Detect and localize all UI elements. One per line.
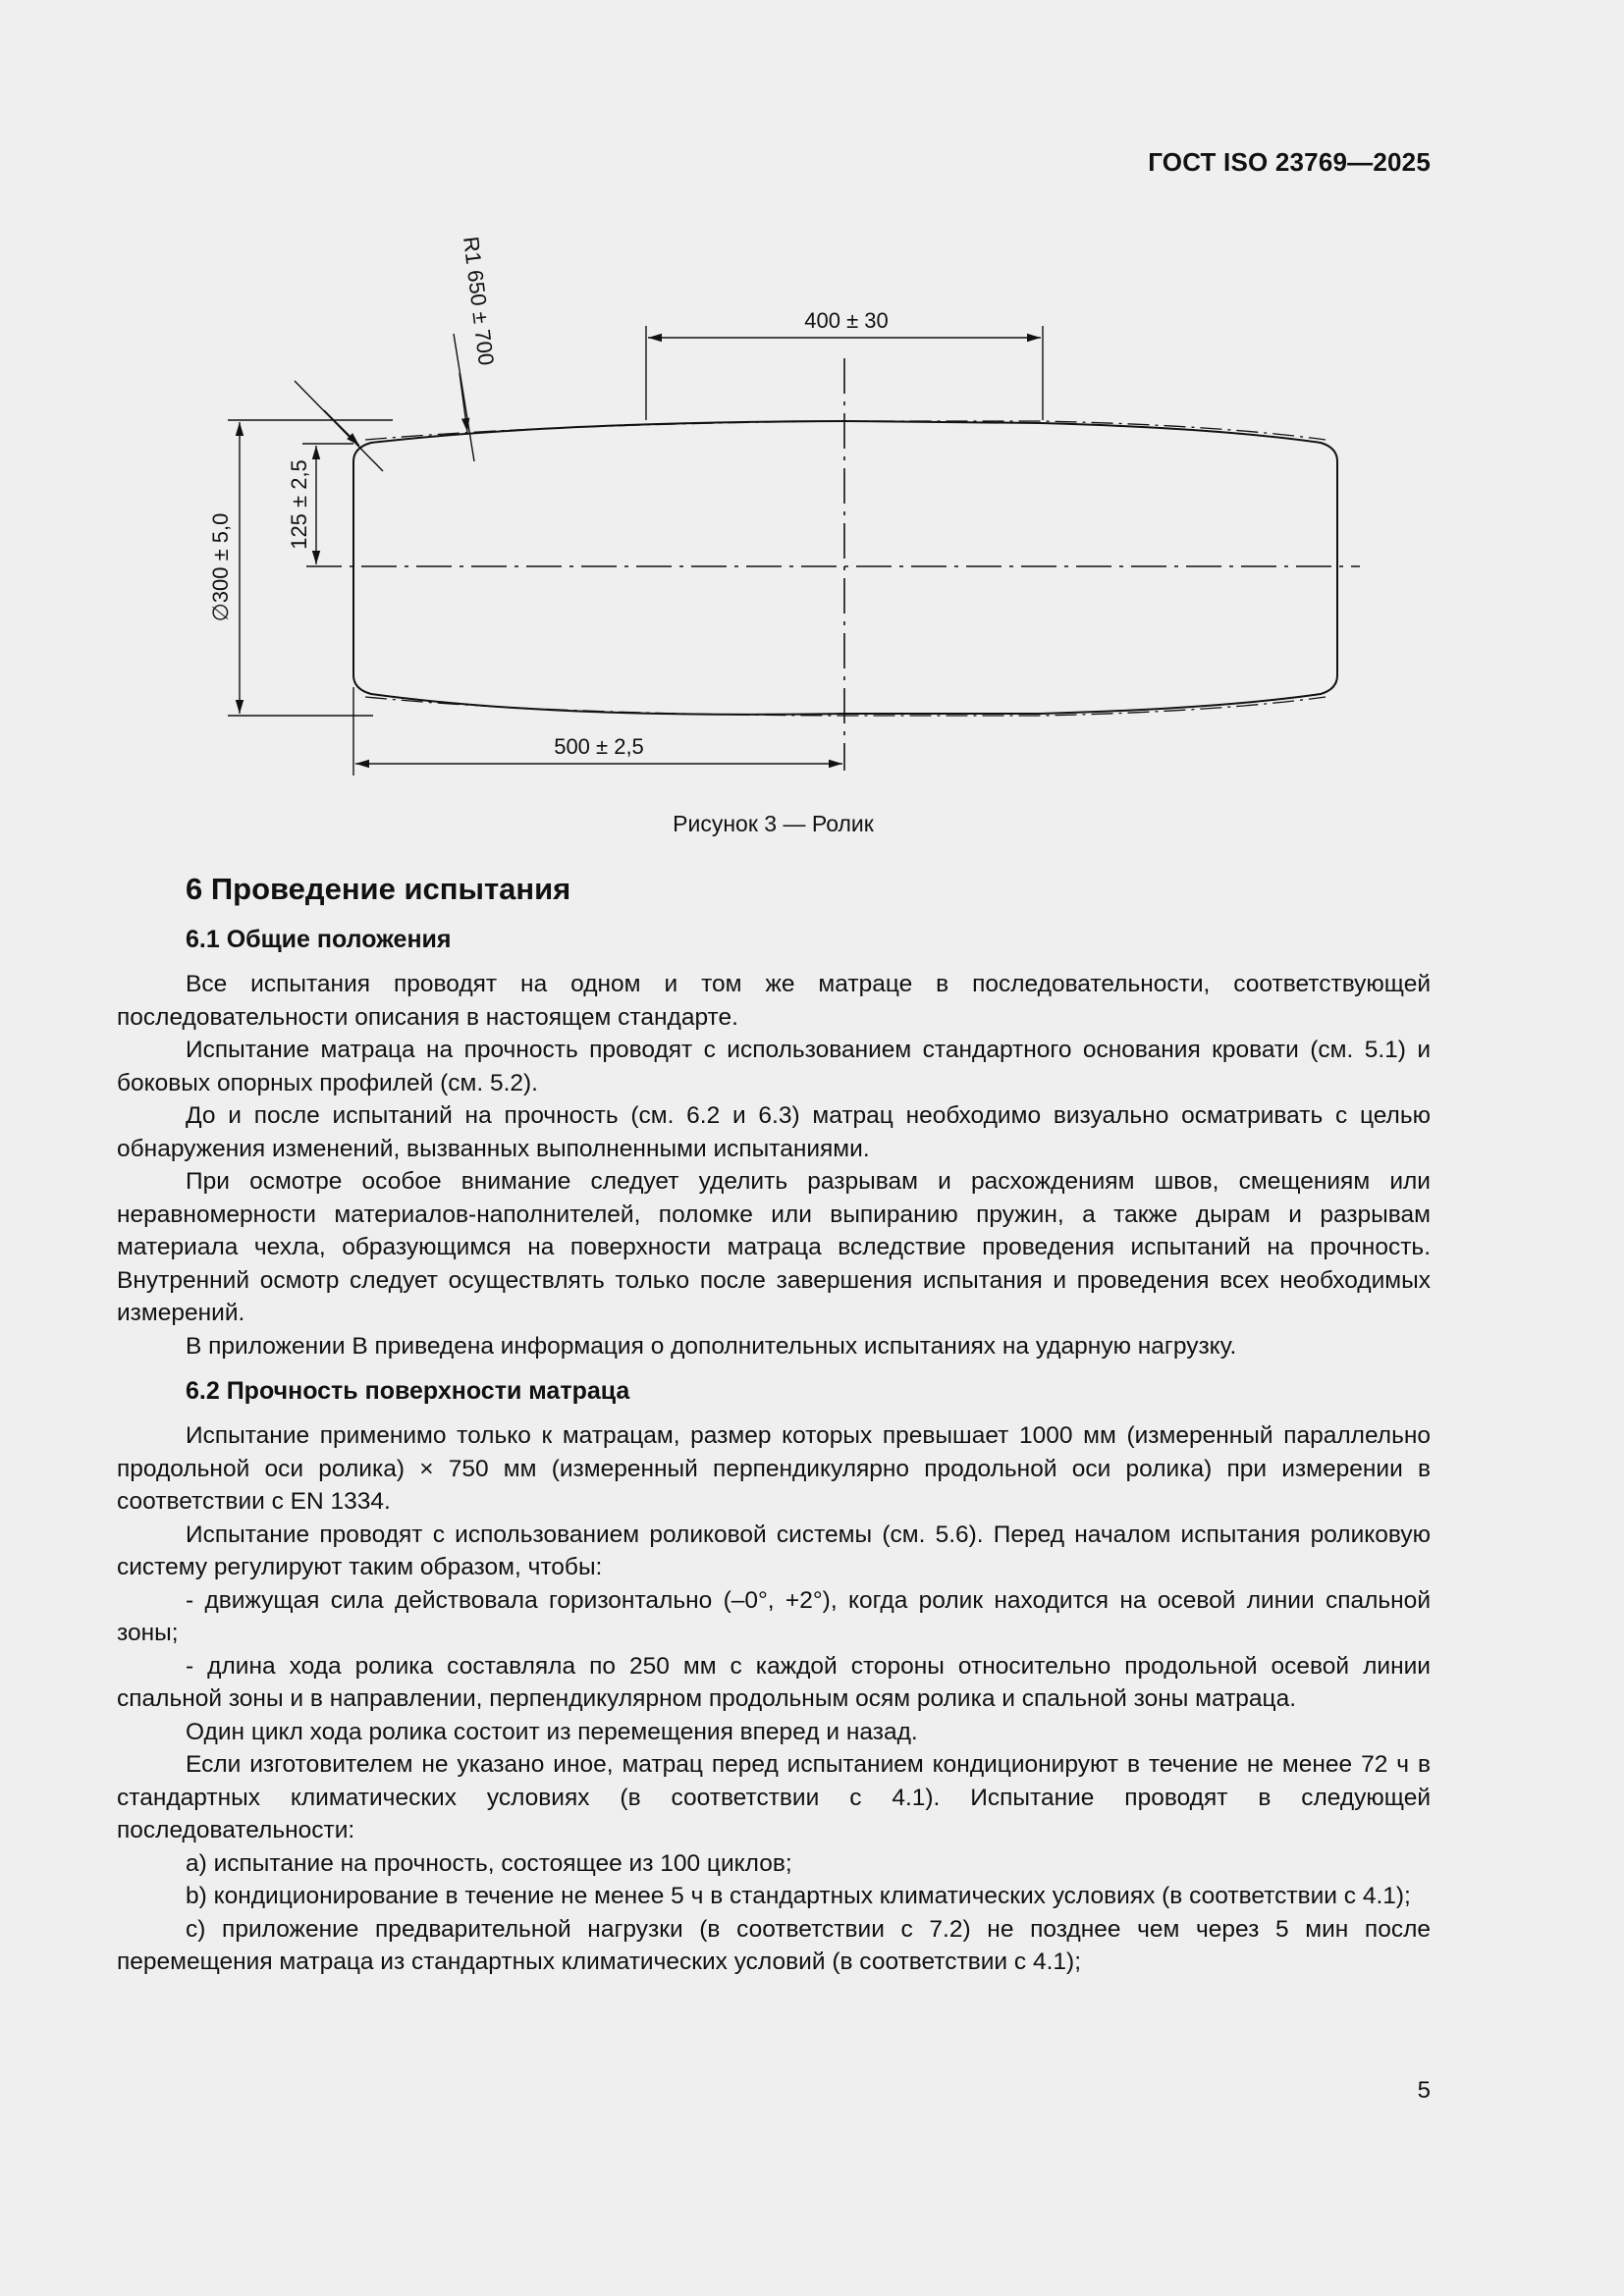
list-item: - длина хода ролика составляла по 250 мм с каждой стороны относительно продольной осевой линии спальной зоны и в направлении, перпендикулярном продольным осям ролика и спальной зоны матраца.: [117, 1652, 1431, 1712]
page-number: 5: [1417, 2077, 1431, 2104]
paragraph: Все испытания проводят на одном и том же матраце в последовательности, соответствующей последовательности описания в настоящем стандарте.: [117, 971, 1431, 1031]
paragraph: Испытание проводят с использованием роликовой системы (см. 5.6). Перед началом испытания роликовую систему регулируют таким образом, чтобы:: [117, 1521, 1431, 1580]
large-radius-leader: [454, 334, 474, 461]
half-length-label: 500 ± 2,5: [554, 734, 644, 759]
document-header: ГОСТ ISO 23769—2025: [1148, 147, 1431, 177]
paragraph: До и после испытаний на прочность (см. 6.2 и 6.3) матрац необходимо визуально осматривать с целью обнаружения изменений, вызванных выполненными испытаниями.: [117, 1102, 1431, 1162]
subsection-title-6-1: 6.1 Общие положения: [186, 926, 452, 953]
half-height-label: 125 ± 2,5: [287, 459, 311, 550]
list-item: а) испытание на прочность, состоящее из 100 циклов;: [186, 1849, 792, 1877]
list-item: с) приложение предварительной нагрузки (в соответствии с 7.2) не позднее чем через 5 мин после перемещения матраца из стандартных климатических условий (в соответствии с 4.1);: [117, 1915, 1431, 1975]
paragraph: Если изготовителем не указано иное, матрац перед испытанием кондиционируют в течение не менее 72 ч в стандартных климатических условиях (в соответствии с 4.1). Испытание проводят в следующей последовательности:: [117, 1751, 1431, 1843]
paragraph: Один цикл хода ролика состоит из перемещения вперед и назад.: [186, 1718, 918, 1745]
subsection-title-6-2: 6.2 Прочность поверхности матраца: [186, 1377, 630, 1405]
paragraph: Испытание матраца на прочность проводят с использованием стандартного основания кровати (см. 5.1) и боковых опорных профилей (см. 5.2).: [117, 1037, 1431, 1096]
paragraph: Испытание применимо только к матрацам, размер которых превышает 1000 мм (измеренный параллельно продольной оси ролика) × 750 мм (измеренный перпендикулярно продольной оси ролика) при измерении в соответствии с EN 1334.: [117, 1422, 1431, 1515]
roller-drawing-svg: [187, 226, 1384, 815]
paragraph: При осмотре особое внимание следует уделить разрывам и расхождениям швов, смещениям или неравномерности материалов-наполнителей, поломке или выпиранию пружин, а также дырам и разрывам материала чехла, образующимся на поверхности матраца вследствие проведения испытаний на прочность. Внутренний осмотр следует осуществлять только после завершения испытания и проведения всех необходимых измерений.: [117, 1168, 1431, 1326]
roller-outline: [353, 421, 1337, 715]
roller-drawing: [187, 226, 1384, 815]
large-radius-arrow: [460, 373, 467, 432]
small-radius-arrow: [324, 410, 359, 446]
document-body: [117, 870, 1431, 1979]
list-item: b) кондиционирование в течение не менее 5 ч в стандартных климатических условиях (в соответствии с 4.1);: [186, 1883, 1411, 1909]
small-radius-leader: [295, 381, 383, 471]
list-item: - движущая сила действовала горизонтально (–0°, +2°), когда ролик находится на осевой линии спальной зоны;: [117, 1586, 1431, 1646]
large-radius-label: R1 650 ± 700: [459, 235, 499, 367]
top-width-label: 400 ± 30: [804, 308, 889, 333]
section-title: 6 Проведение испытания: [186, 872, 571, 906]
diameter-label: ∅300 ± 5,0: [208, 512, 233, 622]
paragraph: В приложении В приведена информация о дополнительных испытаниях на ударную нагрузку.: [186, 1332, 1237, 1360]
figure-caption: Рисунок 3 — Ролик: [673, 811, 874, 836]
